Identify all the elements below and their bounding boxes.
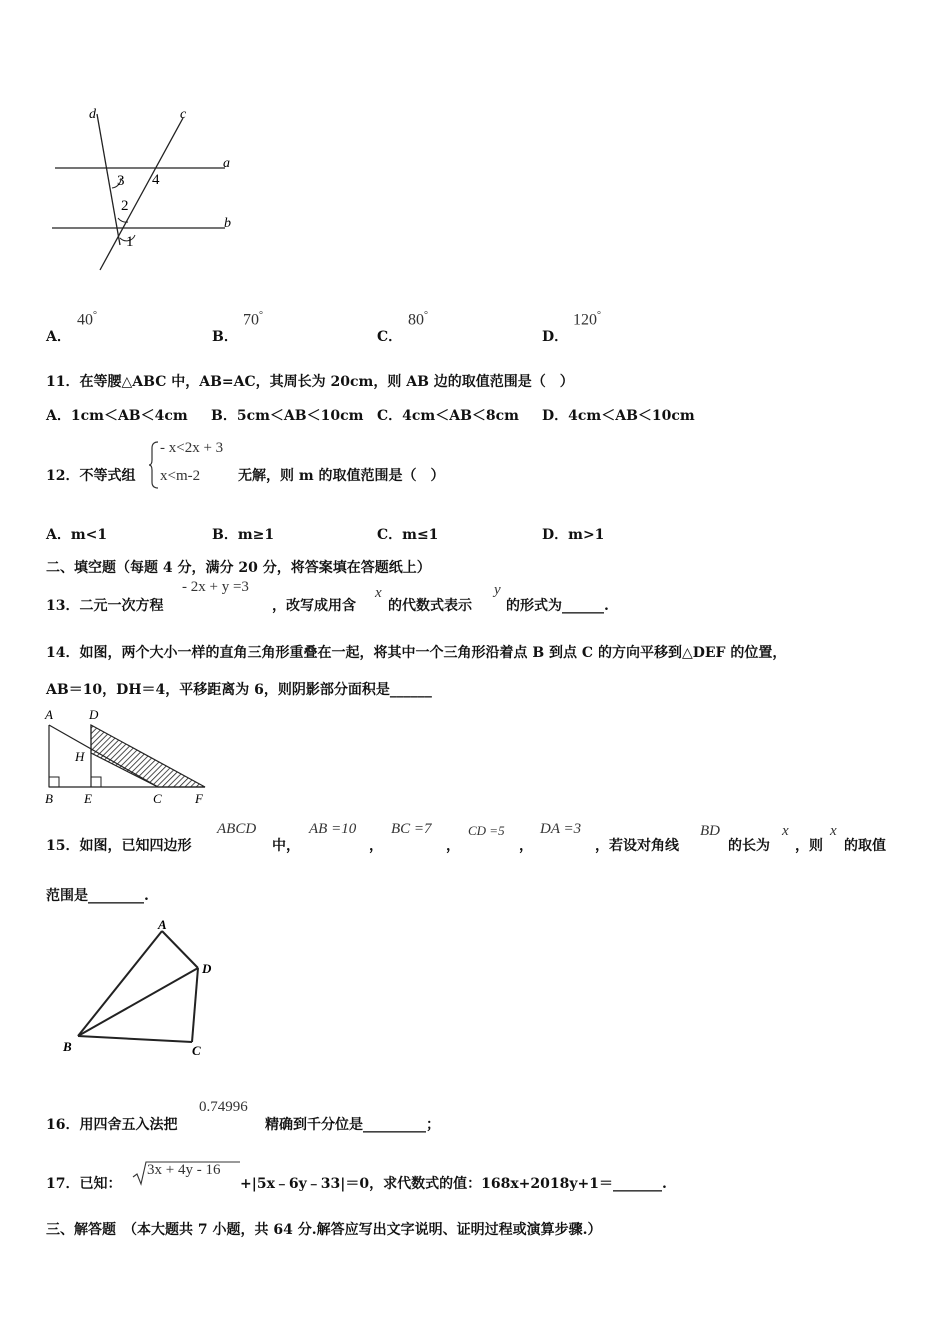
- label-2: 2: [121, 198, 129, 214]
- option-value: 120°: [573, 310, 601, 329]
- label-c: c: [180, 107, 187, 122]
- option-label: D．: [542, 329, 569, 345]
- option-label: C．: [377, 329, 403, 345]
- q15-line2: 范围是________.: [46, 888, 149, 904]
- q11-option-c: C．4cm＜AB＜8cm: [377, 408, 519, 424]
- q11-option-d: D．4cm＜AB＜10cm: [542, 408, 695, 424]
- parallel-lines-figure: [40, 100, 250, 280]
- q16-number: 0.74996: [199, 1099, 248, 1115]
- q15-cd: CD =5: [468, 823, 505, 838]
- label-d: d: [89, 107, 96, 122]
- label-H: H: [75, 749, 85, 764]
- section-3-heading: 三、解答题 （本大题共 7 小题，共 64 分.解答应写出文字说明、证明过程或演算步骤.）: [46, 1222, 602, 1238]
- q13-suffix: 的形式为______.: [506, 598, 609, 614]
- q15-end: 的取值: [844, 838, 886, 854]
- q13-var-y: y: [494, 582, 501, 598]
- q15-mid3: ，则: [795, 838, 823, 854]
- q15-bd: BD: [700, 823, 720, 839]
- label-1: 1: [126, 234, 134, 250]
- q16-prefix: 16．用四舍五入法把: [46, 1117, 178, 1133]
- label-E: E: [84, 791, 92, 806]
- q15-x1: x: [782, 823, 789, 839]
- label-b: b: [224, 216, 231, 231]
- q13-mid2: 的代数式表示: [388, 598, 472, 614]
- q12-option-a: A．m<1: [46, 527, 108, 543]
- q15-zhong: 中，: [272, 838, 300, 854]
- q12-prefix: 12．不等式组: [46, 468, 136, 484]
- q12-option-b: B．m≥1: [212, 527, 275, 543]
- q11-stem: 11．在等腰△ABC 中，AB=AC，其周长为 20cm，则 AB 边的取值范围是（ ）: [46, 374, 574, 390]
- q12-line1: - x<2x + 3: [160, 440, 224, 456]
- option-value: 80°: [408, 310, 428, 329]
- q15-bc: BC =7: [391, 821, 432, 837]
- option-label: B．: [212, 329, 238, 345]
- q15-ab: AB =10: [309, 821, 357, 837]
- q16-suffix: 精确到千分位是_________；: [265, 1117, 440, 1133]
- q12-suffix: 无解，则 m 的取值范围是（ ）: [238, 468, 445, 484]
- triangle-translation-figure: [40, 705, 220, 810]
- q13-var-x: x: [375, 585, 382, 601]
- label-3: 3: [117, 173, 125, 189]
- q17-prefix: 17．已知：: [46, 1176, 122, 1192]
- label-F: F: [195, 791, 203, 806]
- label-a: a: [223, 156, 230, 171]
- q13-mid: ，改写成用含: [272, 598, 356, 614]
- q13-equation: - 2x + y =3: [182, 579, 249, 595]
- q11-option-a: A．1cm＜AB＜4cm: [46, 408, 188, 424]
- q12-option-c: C．m≤1: [377, 527, 439, 543]
- section-2-heading: 二、填空题（每题 4 分，满分 20 分，将答案填在答题纸上）: [46, 560, 431, 576]
- label-D: D: [89, 707, 99, 722]
- label-A: A: [158, 917, 167, 932]
- q15-comma: ，: [446, 838, 460, 854]
- q14-line1: 14．如图，两个大小一样的直角三角形重叠在一起，将其中一个三角形沿着点 B 到点 C 的方向平移到△DEF 的位置，: [46, 645, 787, 661]
- label-D: D: [202, 961, 212, 976]
- q17-radicand: 3x + 4y - 16: [147, 1162, 221, 1178]
- q14-line2: AB＝10，DH＝4，平移距离为 6，则阴影部分面积是______: [46, 682, 432, 698]
- q15-mid: ，若设对角线: [595, 838, 679, 854]
- label-B: B: [63, 1039, 72, 1054]
- option-value: 70°: [243, 310, 263, 329]
- label-A: A: [45, 707, 53, 722]
- q15-comma: ，: [519, 838, 533, 854]
- option-value: 40°: [77, 310, 97, 329]
- q15-mid2: 的长为: [728, 838, 770, 854]
- quadrilateral-figure: [55, 915, 235, 1060]
- q15-comma: ，: [369, 838, 383, 854]
- label-C: C: [153, 791, 162, 806]
- q12-line2: x<m-2: [160, 468, 201, 484]
- q15-quad: ABCD: [217, 821, 257, 837]
- label-C: C: [192, 1043, 201, 1058]
- q11-option-b: B．5cm＜AB＜10cm: [211, 408, 364, 424]
- q15-x2: x: [830, 823, 837, 839]
- label-B: B: [45, 791, 53, 806]
- q13-prefix: 13．二元一次方程: [46, 598, 164, 614]
- q15-prefix: 15．如图，已知四边形: [46, 838, 192, 854]
- q17-suffix: +|5x﹣6y﹣33|＝0，求代数式的值：168x+2018y+1＝_______.: [240, 1176, 667, 1192]
- q12-option-d: D．m>1: [542, 527, 605, 543]
- option-label: A．: [46, 329, 71, 345]
- label-4: 4: [152, 172, 160, 188]
- q15-da: DA =3: [540, 821, 582, 837]
